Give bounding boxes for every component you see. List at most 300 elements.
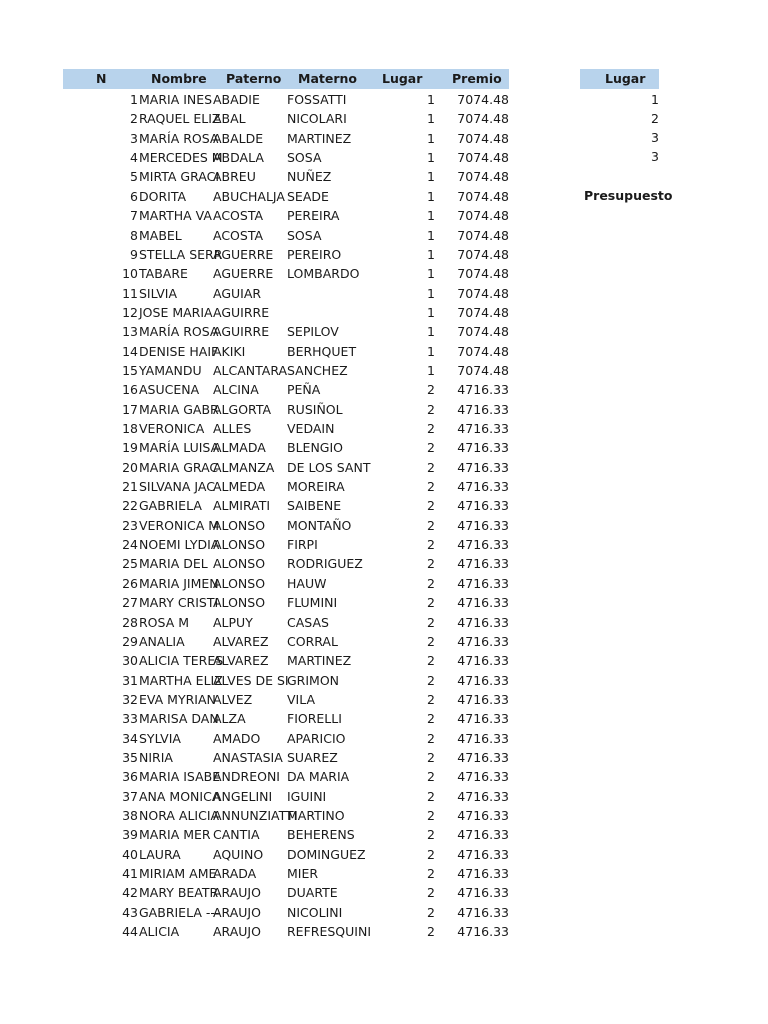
lugar-cell[interactable]: 1	[427, 111, 435, 127]
lugar-cell[interactable]: 2	[427, 614, 435, 630]
nombre-cell[interactable]: MARIA DEL	[139, 556, 208, 572]
premio-cell[interactable]: 4716.33	[457, 479, 509, 494]
table-row	[0, 748, 768, 767]
lugar-cell[interactable]: 1	[427, 285, 435, 301]
nombre-cell[interactable]: RAQUEL ELIZ	[139, 111, 221, 127]
materno-cell[interactable]: HAUW	[287, 575, 327, 591]
premio-cell[interactable]: 4716.33	[457, 653, 509, 669]
header-lugar[interactable]: Lugar	[382, 71, 423, 86]
paterno-cell[interactable]: ALONSO	[213, 556, 266, 572]
nombre-cell[interactable]: ANALIA	[139, 633, 185, 649]
nombre-cell[interactable]: MARIA GRAC	[139, 459, 219, 475]
materno-cell[interactable]: LOMBARDO	[287, 266, 360, 282]
lugar-cell[interactable]: 2	[427, 924, 435, 940]
materno-cell[interactable]: VEDAIN	[287, 421, 335, 436]
paterno-cell[interactable]: AGUERRE	[213, 266, 274, 282]
paterno-cell[interactable]: ALONSO	[213, 517, 266, 533]
paterno-cell[interactable]: ARAUJO	[213, 904, 261, 920]
table-row	[0, 709, 768, 728]
materno-cell[interactable]: MIER	[287, 866, 319, 881]
nombre-cell[interactable]: ANA MONICA	[139, 788, 221, 804]
paterno-cell[interactable]: ABREU	[213, 169, 256, 185]
lugar-cell[interactable]: 1	[427, 130, 435, 146]
row-number[interactable]: 43	[122, 904, 138, 920]
lugar-cell[interactable]: 2	[427, 479, 435, 494]
nombre-cell[interactable]: SILVIA	[139, 285, 178, 301]
premio-cell[interactable]: 4716.33	[457, 633, 509, 649]
lugar-cell[interactable]: 2	[427, 498, 435, 514]
table-row	[0, 90, 768, 109]
paterno-cell[interactable]: ALLES	[213, 421, 252, 436]
header-nombre[interactable]: Nombre	[151, 71, 207, 86]
premio-cell[interactable]: 7074.48	[457, 266, 509, 282]
nombre-cell[interactable]: MARIA MER	[139, 827, 211, 843]
materno-cell[interactable]: MARTINEZ	[287, 130, 352, 146]
nombre-cell[interactable]: MABEL	[139, 227, 182, 243]
lugar-cell[interactable]: 2	[427, 517, 435, 533]
row-number[interactable]: 40	[122, 846, 138, 862]
side-lugar-value[interactable]: 2	[651, 111, 659, 126]
materno-cell[interactable]: DOMINGUEZ	[287, 846, 366, 862]
materno-cell[interactable]: DE LOS SANT	[287, 459, 371, 475]
row-number[interactable]: 37	[122, 788, 138, 804]
lugar-cell[interactable]: 1	[427, 208, 435, 224]
nombre-cell[interactable]: MARY BEATR	[139, 885, 219, 901]
nombre-cell[interactable]: GABRIELA ---	[139, 904, 220, 920]
materno-cell[interactable]: MARTINO	[287, 808, 345, 823]
row-number[interactable]: 33	[122, 711, 138, 727]
premio-cell[interactable]: 4716.33	[457, 614, 509, 630]
lugar-cell[interactable]: 1	[427, 362, 435, 378]
lugar-cell[interactable]: 2	[427, 788, 435, 804]
table-row	[0, 380, 768, 399]
materno-cell[interactable]: SUAREZ	[287, 749, 338, 765]
lugar-cell[interactable]: 2	[427, 711, 435, 727]
row-number[interactable]: 12	[122, 304, 138, 320]
lugar-cell[interactable]: 2	[427, 885, 435, 901]
premio-cell[interactable]: 4716.33	[457, 575, 509, 591]
lugar-cell[interactable]: 2	[427, 769, 435, 785]
lugar-cell[interactable]: 2	[427, 866, 435, 881]
lugar-cell[interactable]: 1	[427, 343, 435, 359]
premio-cell[interactable]: 4716.33	[457, 595, 509, 611]
nombre-cell[interactable]: DENISE HAIF	[139, 343, 219, 359]
nombre-cell[interactable]: MARISA DAN	[139, 711, 219, 727]
premio-cell[interactable]: 4716.33	[457, 691, 509, 707]
nombre-cell[interactable]: JOSE MARIA	[139, 304, 213, 320]
premio-cell[interactable]: 4716.33	[457, 846, 509, 862]
row-number[interactable]: 14	[122, 343, 138, 359]
premio-cell[interactable]: 4716.33	[457, 672, 509, 688]
paterno-cell[interactable]: ALPUY	[213, 614, 253, 630]
paterno-cell[interactable]: ARAUJO	[213, 885, 261, 901]
premio-cell[interactable]: 7074.48	[457, 324, 509, 340]
paterno-cell[interactable]: ALONSO	[213, 595, 266, 611]
lugar-cell[interactable]: 2	[427, 459, 435, 475]
nombre-cell[interactable]: VERONICA	[139, 421, 205, 436]
table-row	[0, 167, 768, 186]
row-number[interactable]: 29	[122, 633, 138, 649]
nombre-cell[interactable]: MARTHA VA	[139, 208, 212, 224]
nombre-cell[interactable]: EVA MYRIAN	[139, 691, 216, 707]
lugar-cell[interactable]: 2	[427, 633, 435, 649]
nombre-cell[interactable]: TABARE	[139, 266, 188, 282]
premio-cell[interactable]: 4716.33	[457, 401, 509, 417]
paterno-cell[interactable]: ABDALA	[213, 150, 264, 166]
paterno-cell[interactable]: ALONSO	[213, 575, 266, 591]
premio-cell[interactable]: 4716.33	[457, 537, 509, 552]
row-number[interactable]: 20	[122, 459, 138, 475]
lugar-cell[interactable]: 2	[427, 827, 435, 843]
materno-cell[interactable]: MONTAÑO	[287, 517, 352, 533]
paterno-cell[interactable]: ALMEDA	[213, 479, 266, 494]
side-lugar-value[interactable]: 3	[651, 149, 659, 164]
paterno-cell[interactable]: AMADO	[213, 730, 261, 746]
row-number[interactable]: 36	[122, 769, 138, 785]
materno-cell[interactable]: GRIMON	[287, 672, 340, 688]
nombre-cell[interactable]: NORA ALICIA	[139, 808, 220, 823]
materno-cell[interactable]: SOSA	[287, 150, 322, 166]
table-row	[0, 729, 768, 748]
presupuesto-label[interactable]: Presupuesto	[584, 188, 673, 203]
premio-cell[interactable]: 4716.33	[457, 749, 509, 765]
paterno-cell[interactable]: ANNUNZIATTI	[213, 808, 298, 823]
row-number[interactable]: 19	[122, 440, 138, 456]
header-premio[interactable]: Premio	[452, 71, 502, 86]
nombre-cell[interactable]: MIRIAM AME	[139, 866, 217, 881]
paterno-cell[interactable]: ACOSTA	[213, 208, 264, 224]
premio-cell[interactable]: 7074.48	[457, 169, 509, 185]
paterno-cell[interactable]: ABAL	[213, 111, 246, 127]
premio-cell[interactable]: 7074.48	[457, 246, 509, 262]
materno-cell[interactable]: REFRESQUINI	[287, 924, 372, 940]
materno-cell[interactable]: FLUMINI	[287, 595, 338, 611]
row-number[interactable]: 22	[122, 498, 138, 514]
paterno-cell[interactable]: ALMIRATI	[213, 498, 271, 514]
row-number[interactable]: 31	[122, 672, 138, 688]
paterno-cell[interactable]: ANASTASIA	[213, 749, 283, 765]
lugar-cell[interactable]: 1	[427, 227, 435, 243]
paterno-cell[interactable]: ALMADA	[213, 440, 266, 456]
row-number[interactable]: 18	[122, 421, 138, 436]
premio-cell[interactable]: 4716.33	[457, 517, 509, 533]
nombre-cell[interactable]: MARIA ISABE	[139, 769, 221, 785]
lugar-cell[interactable]: 2	[427, 595, 435, 611]
premio-cell[interactable]: 4716.33	[457, 808, 509, 823]
nombre-cell[interactable]: MIRTA GRACI	[139, 169, 220, 185]
table-header	[63, 69, 509, 89]
header-paterno[interactable]: Paterno	[226, 71, 282, 86]
row-number[interactable]: 16	[122, 382, 138, 398]
row-number[interactable]: 27	[122, 595, 138, 611]
paterno-cell[interactable]: ABALDE	[213, 130, 264, 146]
nombre-cell[interactable]: MARÍA ROSA	[139, 324, 219, 340]
lugar-cell[interactable]: 1	[427, 246, 435, 262]
premio-cell[interactable]: 4716.33	[457, 866, 509, 881]
premio-cell[interactable]: 7074.48	[457, 150, 509, 166]
lugar-cell[interactable]: 2	[427, 556, 435, 572]
paterno-cell[interactable]: ALVES DE SI	[213, 672, 289, 688]
lugar-cell[interactable]: 1	[427, 304, 435, 320]
materno-cell[interactable]: IGUINI	[287, 788, 327, 804]
row-number[interactable]: 42	[122, 885, 138, 901]
lugar-cell[interactable]: 1	[427, 266, 435, 282]
materno-cell[interactable]: SANCHEZ	[287, 362, 348, 378]
table-row	[0, 864, 768, 883]
premio-cell[interactable]: 4716.33	[457, 556, 509, 572]
nombre-cell[interactable]: VERONICA M	[139, 517, 220, 533]
row-number[interactable]: 25	[122, 556, 138, 572]
premio-cell[interactable]: 7074.48	[457, 208, 509, 224]
table-row	[0, 922, 768, 941]
table-row	[0, 651, 768, 670]
premio-cell[interactable]: 4716.33	[457, 827, 509, 843]
lugar-cell[interactable]: 2	[427, 537, 435, 552]
materno-cell[interactable]: PEREIRA	[287, 208, 340, 224]
table-row	[0, 787, 768, 806]
paterno-cell[interactable]: AGUERRE	[213, 246, 274, 262]
paterno-cell[interactable]: AGUIRRE	[213, 324, 270, 340]
nombre-cell[interactable]: GABRIELA	[139, 498, 202, 514]
paterno-cell[interactable]: ACOSTA	[213, 227, 264, 243]
nombre-cell[interactable]: SILVANA JAC	[139, 479, 215, 494]
paterno-cell[interactable]: AGUIAR	[213, 285, 262, 301]
row-number[interactable]: 5	[130, 169, 138, 185]
materno-cell[interactable]: NICOLINI	[287, 904, 343, 920]
nombre-cell[interactable]: NIRIA	[139, 749, 173, 765]
row-number[interactable]: 3	[130, 130, 138, 146]
premio-cell[interactable]: 4716.33	[457, 498, 509, 514]
lugar-cell[interactable]: 2	[427, 575, 435, 591]
premio-cell[interactable]: 4716.33	[457, 421, 509, 436]
materno-cell[interactable]: NICOLARI	[287, 111, 347, 127]
nombre-cell[interactable]: ALICIA TERES	[139, 653, 224, 669]
row-number[interactable]: 32	[122, 691, 138, 707]
materno-cell[interactable]: CORRAL	[287, 633, 338, 649]
materno-cell[interactable]: VILA	[287, 691, 316, 707]
row-number[interactable]: 15	[122, 362, 138, 378]
paterno-cell[interactable]: ANDREONI	[213, 769, 280, 785]
table-row	[0, 400, 768, 419]
side-table-header	[580, 69, 659, 89]
paterno-cell[interactable]: ARADA	[213, 866, 257, 881]
lugar-cell[interactable]: 2	[427, 401, 435, 417]
nombre-cell[interactable]: NOEMI LYDIA	[139, 537, 220, 552]
materno-cell[interactable]: FIORELLI	[287, 711, 342, 727]
materno-cell[interactable]: APARICIO	[287, 730, 346, 746]
nombre-cell[interactable]: MARÍA ROSA	[139, 130, 219, 146]
premio-cell[interactable]: 7074.48	[457, 343, 509, 359]
row-number[interactable]: 28	[122, 614, 138, 630]
premio-cell[interactable]: 7074.48	[457, 92, 509, 107]
table-row	[0, 303, 768, 322]
premio-cell[interactable]: 4716.33	[457, 459, 509, 475]
nombre-cell[interactable]: LAURA	[139, 846, 181, 862]
row-number[interactable]: 11	[122, 285, 138, 301]
lugar-cell[interactable]: 2	[427, 749, 435, 765]
paterno-cell[interactable]: ALCANTARA	[213, 362, 288, 378]
nombre-cell[interactable]: STELLA SERR	[139, 246, 223, 262]
materno-cell[interactable]: DUARTE	[287, 885, 338, 901]
premio-cell[interactable]: 4716.33	[457, 904, 509, 920]
paterno-cell[interactable]: ALVAREZ	[213, 633, 269, 649]
table-row	[0, 148, 768, 167]
premio-cell[interactable]: 7074.48	[457, 227, 509, 243]
paterno-cell[interactable]: ALONSO	[213, 537, 266, 552]
lugar-cell[interactable]: 2	[427, 808, 435, 823]
materno-cell[interactable]: RODRIGUEZ	[287, 556, 363, 572]
nombre-cell[interactable]: MARIA INES	[139, 92, 213, 107]
premio-cell[interactable]: 4716.33	[457, 711, 509, 727]
paterno-cell[interactable]: ALGORTA	[213, 401, 272, 417]
lugar-cell[interactable]: 1	[427, 92, 435, 107]
nombre-cell[interactable]: MARIA JIMEN	[139, 575, 219, 591]
row-number[interactable]: 2	[130, 111, 138, 127]
row-number[interactable]: 26	[122, 575, 138, 591]
materno-cell[interactable]: PEÑA	[287, 382, 321, 398]
lugar-cell[interactable]: 2	[427, 672, 435, 688]
materno-cell[interactable]: FIRPI	[287, 537, 318, 552]
table-row	[0, 825, 768, 844]
premio-cell[interactable]: 7074.48	[457, 188, 509, 204]
header-n[interactable]: N	[96, 71, 107, 86]
nombre-cell[interactable]: MARTHA ELIZ	[139, 672, 223, 688]
lugar-cell[interactable]: 1	[427, 169, 435, 185]
premio-cell[interactable]: 4716.33	[457, 730, 509, 746]
lugar-cell[interactable]: 1	[427, 188, 435, 204]
row-number[interactable]: 38	[122, 808, 138, 823]
materno-cell[interactable]: MOREIRA	[287, 479, 345, 494]
lugar-cell[interactable]: 2	[427, 421, 435, 436]
table-row	[0, 438, 768, 457]
lugar-cell[interactable]: 2	[427, 653, 435, 669]
paterno-cell[interactable]: ALVEZ	[213, 691, 253, 707]
paterno-cell[interactable]: CANTIA	[213, 827, 260, 843]
premio-cell[interactable]: 7074.48	[457, 130, 509, 146]
materno-cell[interactable]: CASAS	[287, 614, 329, 630]
table-row	[0, 767, 768, 786]
nombre-cell[interactable]: ASUCENA	[139, 382, 200, 398]
nombre-cell[interactable]: MERCEDES M	[139, 150, 223, 166]
paterno-cell[interactable]: AGUIRRE	[213, 304, 270, 320]
row-number[interactable]: 34	[122, 730, 138, 746]
row-number[interactable]: 6	[130, 188, 138, 204]
lugar-cell[interactable]: 2	[427, 730, 435, 746]
paterno-cell[interactable]: ANGELINI	[213, 788, 273, 804]
lugar-cell[interactable]: 2	[427, 382, 435, 398]
nombre-cell[interactable]: DORITA	[139, 188, 187, 204]
premio-cell[interactable]: 4716.33	[457, 885, 509, 901]
header-materno[interactable]: Materno	[298, 71, 357, 86]
nombre-cell[interactable]: ALICIA	[139, 924, 180, 940]
nombre-cell[interactable]: MARIA GABR	[139, 401, 219, 417]
premio-cell[interactable]: 4716.33	[457, 924, 509, 940]
row-number[interactable]: 44	[122, 924, 138, 940]
paterno-cell[interactable]: AKIKI	[213, 343, 246, 359]
premio-cell[interactable]: 4716.33	[457, 769, 509, 785]
row-number[interactable]: 17	[122, 401, 138, 417]
row-number[interactable]: 41	[122, 866, 138, 881]
row-number[interactable]: 8	[130, 227, 138, 243]
row-number[interactable]: 4	[130, 150, 138, 166]
row-number[interactable]: 21	[122, 479, 138, 494]
premio-cell[interactable]: 7074.48	[457, 111, 509, 127]
table-row	[0, 264, 768, 283]
table-row	[0, 187, 768, 206]
paterno-cell[interactable]: ALVAREZ	[213, 653, 269, 669]
materno-cell[interactable]: BEHERENS	[287, 827, 355, 843]
premio-cell[interactable]: 7074.48	[457, 304, 509, 320]
materno-cell[interactable]: RUSIÑOL	[287, 401, 343, 417]
row-number[interactable]: 30	[122, 653, 138, 669]
row-number[interactable]: 10	[122, 266, 138, 282]
lugar-cell[interactable]: 2	[427, 691, 435, 707]
paterno-cell[interactable]: ABADIE	[213, 92, 260, 107]
materno-cell[interactable]: DA MARIA	[287, 769, 350, 785]
row-number[interactable]: 23	[122, 517, 138, 533]
row-number[interactable]: 9	[130, 246, 138, 262]
materno-cell[interactable]: FOSSATTI	[287, 92, 347, 107]
table-row	[0, 574, 768, 593]
paterno-cell[interactable]: ALZA	[213, 711, 246, 727]
row-number[interactable]: 7	[130, 208, 138, 224]
materno-cell[interactable]: SEADE	[287, 188, 329, 204]
materno-cell[interactable]: SAIBENE	[287, 498, 342, 514]
materno-cell[interactable]: NUÑEZ	[287, 169, 332, 185]
side-lugar-value[interactable]: 3	[651, 130, 659, 145]
row-number[interactable]: 13	[122, 324, 138, 340]
row-number[interactable]: 39	[122, 827, 138, 843]
table-row	[0, 109, 768, 128]
side-header-lugar[interactable]: Lugar	[605, 71, 646, 86]
nombre-cell[interactable]: ROSA M	[139, 614, 189, 630]
materno-cell[interactable]: SEPILOV	[287, 324, 339, 340]
materno-cell[interactable]: BERHQUET	[287, 343, 357, 359]
premio-cell[interactable]: 4716.33	[457, 382, 509, 398]
lugar-cell[interactable]: 1	[427, 150, 435, 166]
table-row	[0, 903, 768, 922]
row-number[interactable]: 24	[122, 537, 138, 552]
materno-cell[interactable]: MARTINEZ	[287, 653, 352, 669]
paterno-cell[interactable]: AQUINO	[213, 846, 264, 862]
nombre-cell[interactable]: SYLVIA	[139, 730, 181, 746]
side-lugar-value[interactable]: 1	[651, 92, 659, 107]
table-row	[0, 206, 768, 225]
nombre-cell[interactable]: MARY CRISTI	[139, 595, 219, 611]
paterno-cell[interactable]: ABUCHALJA	[213, 188, 285, 204]
premio-cell[interactable]: 4716.33	[457, 440, 509, 456]
premio-cell[interactable]: 7074.48	[457, 285, 509, 301]
row-number[interactable]: 1	[130, 92, 138, 107]
paterno-cell[interactable]: ALCINA	[213, 382, 259, 398]
paterno-cell[interactable]: ARAUJO	[213, 924, 261, 940]
materno-cell[interactable]: BLENGIO	[287, 440, 343, 456]
materno-cell[interactable]: PEREIRO	[287, 246, 342, 262]
table-row	[0, 458, 768, 477]
row-number[interactable]: 35	[122, 749, 138, 765]
nombre-cell[interactable]: MARÍA LUISA	[139, 440, 220, 456]
lugar-cell[interactable]: 2	[427, 904, 435, 920]
premio-cell[interactable]: 4716.33	[457, 788, 509, 804]
materno-cell[interactable]: SOSA	[287, 227, 322, 243]
paterno-cell[interactable]: ALMANZA	[213, 459, 275, 475]
lugar-cell[interactable]: 2	[427, 440, 435, 456]
nombre-cell[interactable]: YAMANDU	[139, 362, 202, 378]
premio-cell[interactable]: 7074.48	[457, 362, 509, 378]
lugar-cell[interactable]: 1	[427, 324, 435, 340]
lugar-cell[interactable]: 2	[427, 846, 435, 862]
table-row	[0, 690, 768, 709]
